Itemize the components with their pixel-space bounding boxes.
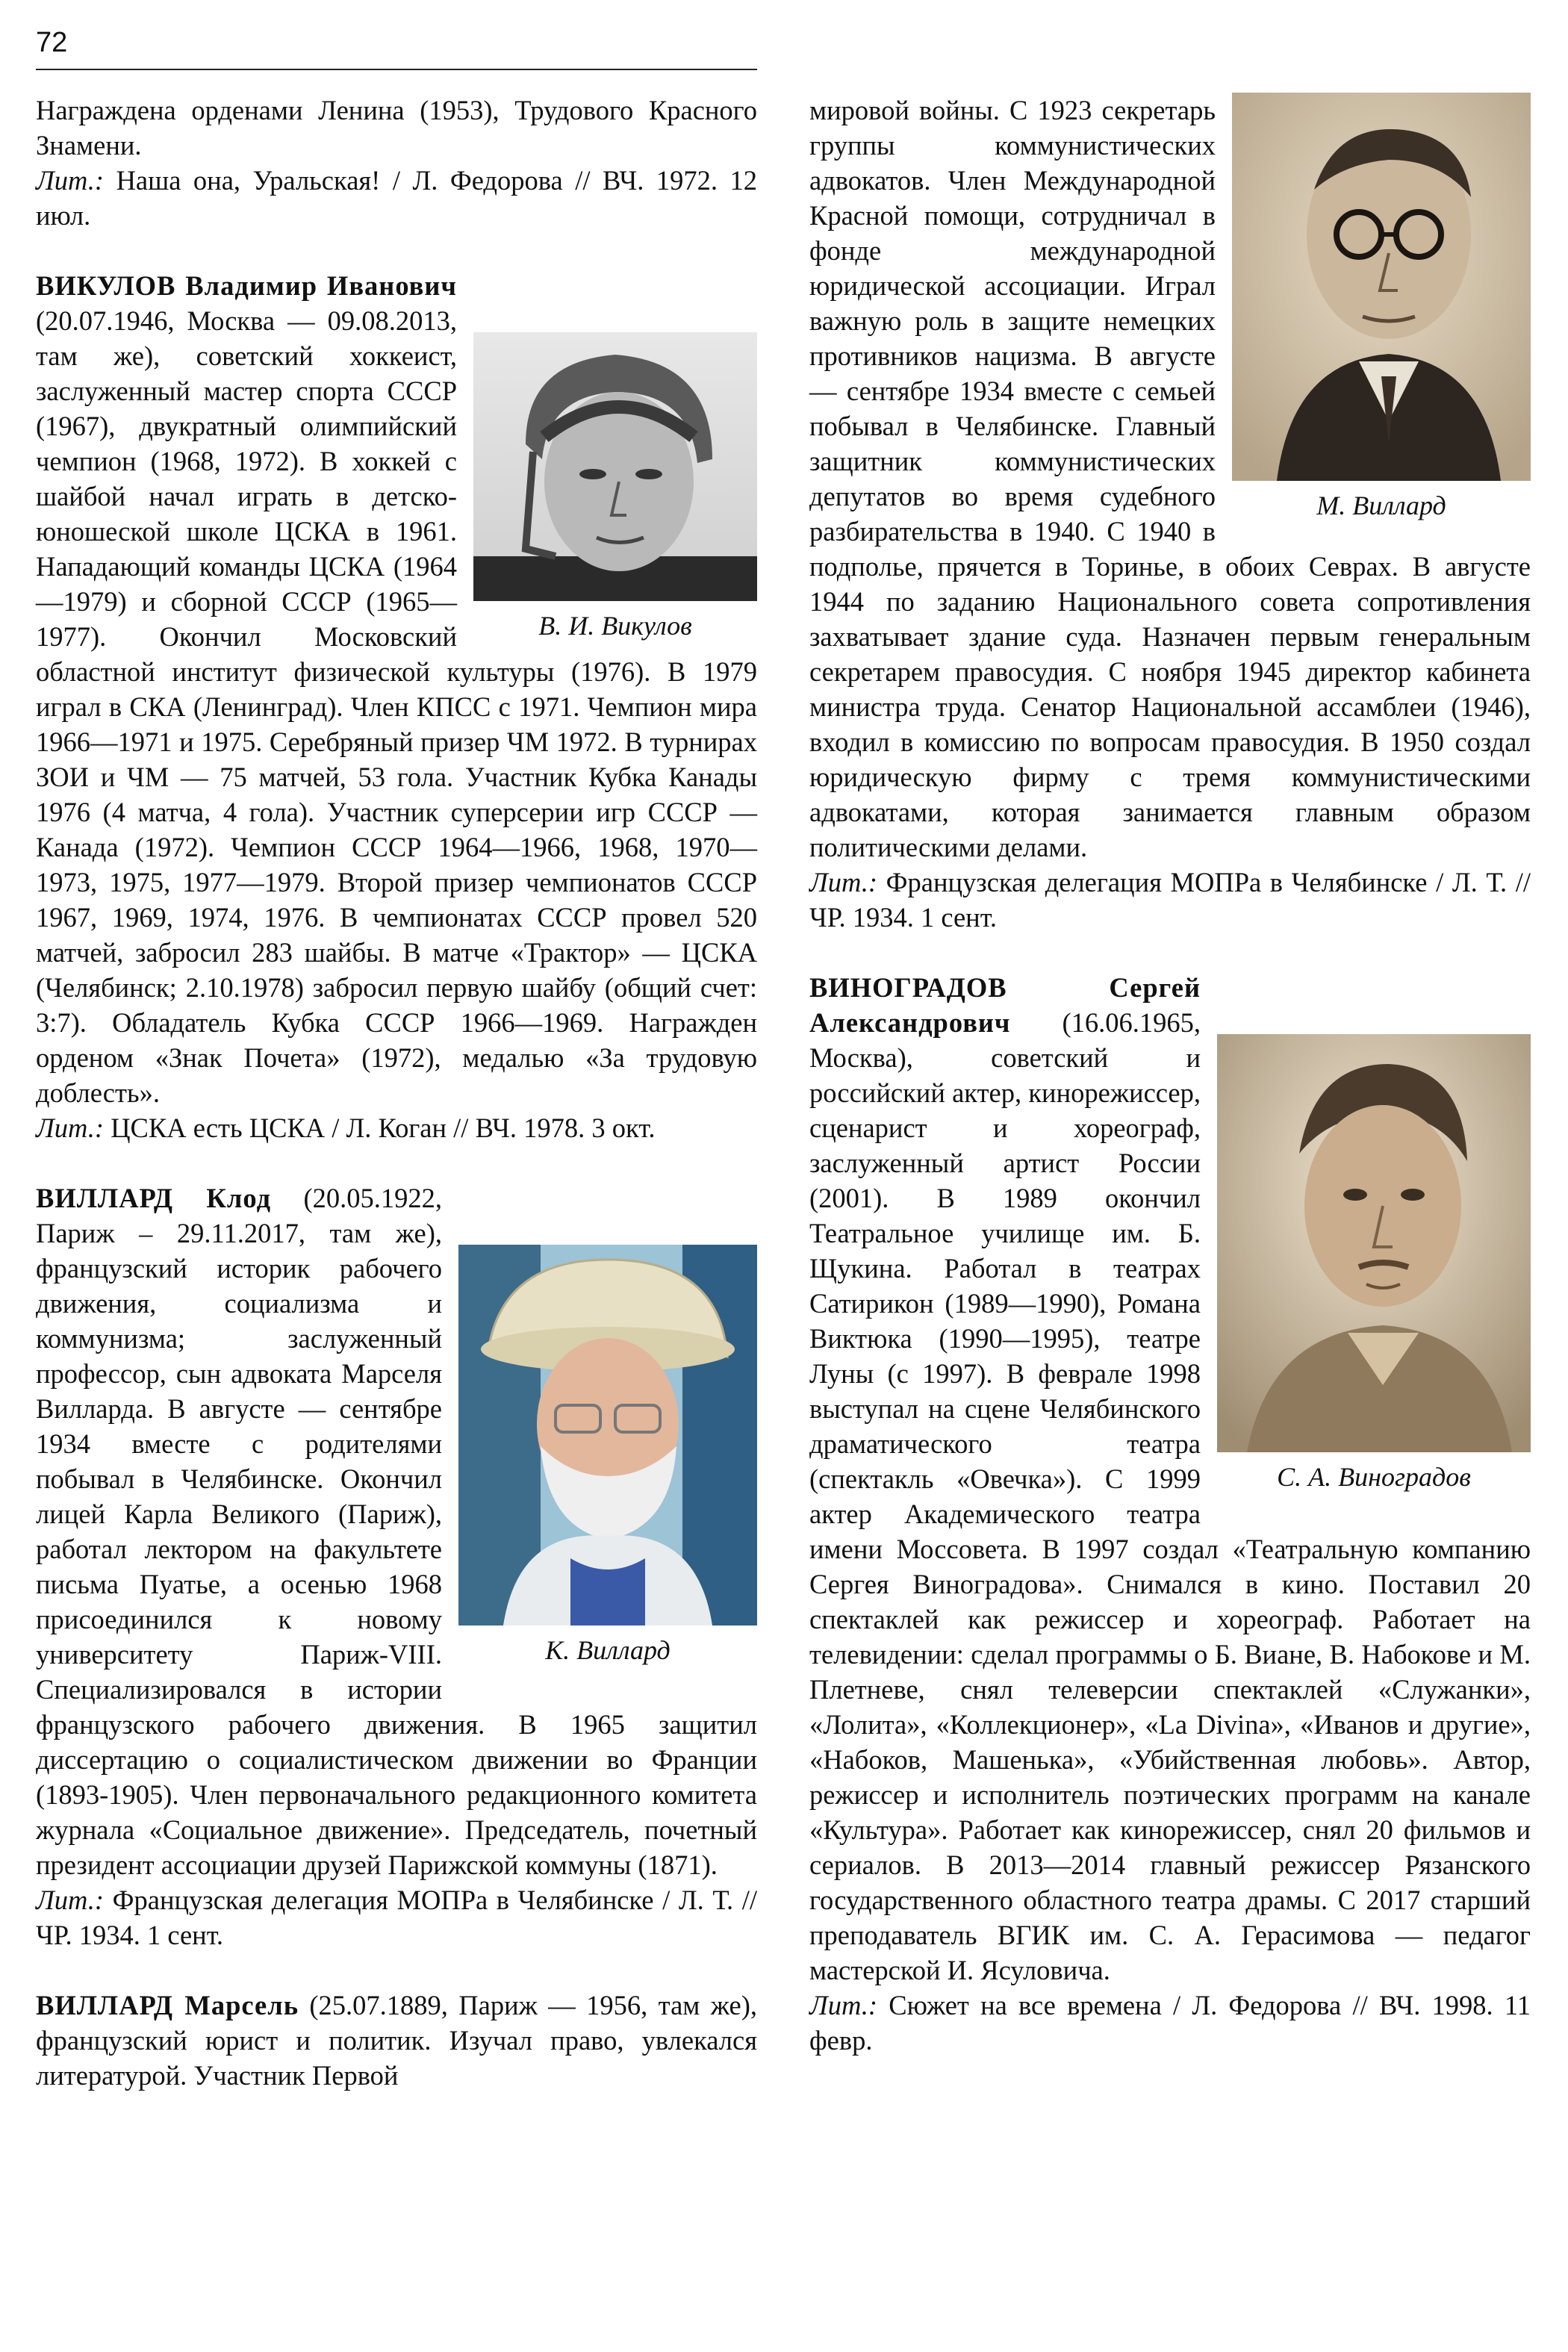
lit-text: ЦСКА есть ЦСКА / Л. Коган // ВЧ. 1978. 3 окт. [104,1113,656,1143]
photo-villard-claude-figure [458,1245,757,1667]
body-vikulov: (20.07.1946, Москва — 09.08.2013, там же), советский хоккеист, заслуженный мастер спорта СССР (1967), двукратный олимпийский чемпион (1968, 1972). В хоккей с шайбой начал играть в детско-юношеской школе ЦСКА в 1961. Нападающий команды ЦСКА (1964—1979) и сборной СССР (1965—1977). Окончил Московский областной институт физической культуры (1976). В 1979 играл в СКА (Ленинград). Член КПСС с 1971. Чемпион мира 1966—1971 и 1975. Серебряный призер ЧМ 1972. В турнирах ЗОИ и ЧМ — 75 матчей, 53 гола. Участник Кубка Канады 1976 (4 матча, 4 гола). Участник суперсерии игр СССР — Канада (1972). Чемпион СССР 1964—1966, 1968, 1970—1973, 1975, 1977—1979. Второй призер чемпионатов СССР 1967, 1969, 1974, 1976. В чемпионатах СССР провел 520 матчей, забросил 283 шайбы. В матче «Трактор» — ЦСКА (Челябинск; 2.10.1978) забросил первую шайбу (общий счет: 3:7). Обладатель Кубка СССР 1966—1969. Награжден орденом «Знак Почета» (1972), медалью «За трудовую доблесть». [36,305,757,1108]
entry-villard-marcel-text [36,1988,757,2093]
lit-villard-claude [36,1882,757,1953]
body-villard-marcel-part2: мировой войны. С 1923 секретарь группы коммунистических адвокатов. Член Международной Красной помощи, сотрудничал в фонде международной юридической ассоциации. Играл важную роль в защите немецких противников нацизма. В августе — сентябре 1934 вместе с семьей побывал в Челябинске. Главный защитник коммунистических депутатов во время судебного разбирательства в 1940. С 1940 в подполье, прячется в Торинье, в обоих Севрах. В августе 1944 по заданию Национального совета сопротивления захватывает здание суда. Назначен первым генеральным секретарем правосудия. С ноября 1945 директор кабинета министра труда. Сенатор Национальной ассамблеи (1946), входил в комиссию по вопросам правосудия. В 1950 создал юридическую фирму с тремя коммунистическими адвокатами, которая занимается главным образом политическими делами. [809,95,1531,862]
lit-text: Французская делегация МОПРа в Челябинске / Л. Т. // ЧР. 1934. 1 сент. [809,867,1531,933]
photo-vinogradov [1217,1034,1531,1452]
lit-text: Сюжет на все времена / Л. Федорова // ВЧ. 1998. 11 февр. [809,1990,1531,2056]
intro-text: Награждена орденами Ленина (1953), Трудового Красного Знамени. [36,95,757,161]
lit-villard-marcel [809,865,1531,935]
photo-villard-claude [458,1245,757,1625]
lit-label: Лит.: [36,165,105,196]
caption-villard-claude: К. Виллард [545,1635,671,1665]
intro-lit [36,163,757,233]
headword-vinogradov: ВИНОГРАДОВ Сергей Александрович [809,972,1201,1038]
headword-villard-claude: ВИЛЛАРД Клод [36,1183,272,1213]
photo-vinogradov-figure [1217,1034,1531,1494]
right-column [809,93,1531,2058]
lit-label: Лит.: [809,867,878,897]
caption-villard-marcel: М. Виллард [1316,491,1446,520]
headword-villard-marcel: ВИЛЛАРД Марсель [36,1990,299,2020]
headword-vikulov: ВИКУЛОВ Владимир Иванович [36,270,457,301]
entry-villard-claude [36,1180,757,1953]
lit-text: Французская делегация МОПРа в Челябинске / Л. Т. // ЧР. 1934. 1 сент. [36,1885,757,1950]
page-number: 72 [36,27,68,58]
caption-vinogradov: С. А. Виноградов [1277,1462,1471,1492]
lit-label: Лит.: [36,1885,105,1915]
photo-villard-marcel [1232,93,1531,481]
photo-vikulov-figure [473,332,757,643]
left-column [36,93,757,2093]
body-villard-marcel-part1: (25.07.1889, Париж — 1956, там же), французский юрист и политик. Изучал право, увлекался литературой. Участник Первой [36,1990,757,2091]
photo-vikulov [473,332,757,601]
lit-vikulov [36,1110,757,1145]
photo-villard-marcel-figure [1232,93,1531,523]
body-vinogradov: (16.06.1965, Москва), советский и российский актер, кинорежиссер, сценарист и хореограф, заслуженный артист России (2001). В 1989 окончил Театральное училище им. Б. Щукина. Работал в театрах Сатирикон (1989—1990), Романа Виктюка (1990—1995), театре Луны (с 1997). В феврале 1998 выступал на сцене Челябинского драматического театра (спектакль «Овечка»). С 1999 актер Академического театра имени Моссовета. В 1997 создал «Театральную компанию Сергея Виноградова». Снимался в кино. Поставил 20 спектаклей как режиссер и хореограф. Работает на телевидении: сделал программы о Б. Виане, В. Набокове и М. Плетневе, снял телеверсии спектаклей «Служанки», «Лолита», «Коллекционер», «La Divina», «Иванов и другие», «Набоков, Машенька», «Убийственная любовь». Автор, режиссер и исполнитель поэтических программ на канале «Культура». Работает как кинорежиссер, снял 20 фильмов и сериалов. В 2013—2014 главный режиссер Рязанского государственного областного театра драмы. С 2017 старший преподаватель ВГИК им. С. А. Герасимова — педагог мастерской И. Ясуловича. [809,1007,1531,1985]
entry-vinogradov [809,970,1531,2058]
entry-villard-marcel [36,1988,757,2093]
lit-label: Лит.: [809,1990,878,2020]
lit-label: Лит.: [36,1113,105,1143]
caption-vikulov: В. И. Викулов [538,611,692,641]
lit-vinogradov [809,1988,1531,2058]
entry-vikulov [36,268,757,1145]
lit-text: Наша она, Уральская! / Л. Федорова // ВЧ. 1972. 12 июл. [36,165,757,231]
body-villard-claude: (20.05.1922, Париж – 29.11.2017, там же), французский историк рабочего движения, социализма и коммунизма; заслуженный профессор, сын адвоката Марселя Вилларда. В августе — сентябре 1934 вместе с родителями побывал в Челябинске. Окончил лицей Карла Великого (Париж), работал лектором на факультете письма Пуатье, а осенью 1968 присоединился к новому университету Париж-VIII. Специализировался в истории французского рабочего движения. В 1965 защитил диссертацию о социалистическом движении во Франции (1893-1905). Член первоначального редакционного комитета журнала «Социальное движение». Председатель, почетный президент ассоциации друзей Парижской коммуны (1871). [36,1183,757,1880]
header-rule [36,69,757,70]
